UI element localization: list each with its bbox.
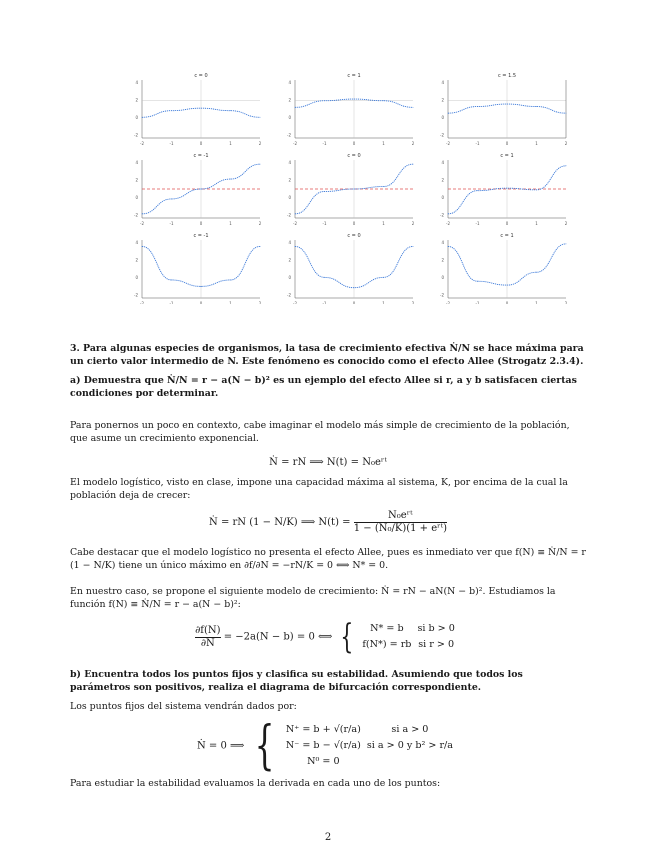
equation-fixed-cases	[284, 721, 459, 771]
equation-derivative-cases	[360, 620, 461, 654]
y-tick-label: 2	[135, 97, 138, 103]
bifurcation-figure	[130, 68, 570, 304]
y-tick-label: 4	[441, 80, 444, 85]
x-tick-label: -2	[140, 141, 144, 146]
panel-title: c = 1	[500, 233, 514, 239]
y-tick-label: 0	[288, 115, 291, 121]
fixed-condition-1: si a > 0	[391, 724, 429, 735]
x-tick-label: -1	[322, 221, 327, 226]
x-tick-label: -2	[446, 141, 450, 146]
y-tick-label: 4	[135, 80, 138, 85]
data-point	[413, 246, 414, 247]
x-tick-label: -2	[446, 301, 450, 304]
x-tick-label: 0	[199, 301, 203, 304]
data-point	[383, 100, 384, 101]
data-point	[448, 113, 449, 114]
y-tick-label: -2	[440, 212, 444, 218]
x-tick-label: -1	[322, 141, 327, 146]
data-point	[354, 99, 355, 100]
data-point	[507, 188, 508, 189]
data-point	[171, 110, 172, 111]
x-tick-label: -1	[475, 141, 480, 146]
y-tick-label: 0	[288, 195, 291, 201]
y-tick-label: -2	[440, 292, 444, 298]
data-point	[230, 110, 231, 111]
data-point	[477, 281, 478, 282]
paragraph-no-allee: Cabe destacar que el modelo logístico no presenta el efecto Allee, pues es inmediato ver que f(N) ≡ Ṅ/N = r (1 − N/K) tiene un único máximo en ∂f/∂N = −rN/K = 0 ⟺ N* = 0.	[70, 547, 586, 571]
x-tick-label: 0	[352, 221, 356, 226]
data-point	[354, 287, 355, 288]
y-tick-label: 2	[288, 97, 291, 103]
x-tick-label: 0	[352, 301, 356, 304]
equation-derivative	[70, 617, 586, 657]
paragraph-fixed-points: Los puntos fijos del sistema vendrán dados por:	[70, 701, 297, 712]
data-point	[507, 104, 508, 105]
x-tick-label: -1	[169, 141, 174, 146]
y-tick-label: 2	[441, 257, 444, 263]
x-tick-label: 2	[411, 301, 415, 304]
x-tick-label: 1	[382, 301, 385, 304]
data-point	[142, 117, 143, 118]
x-tick-label: 0	[505, 301, 509, 304]
data-point	[324, 191, 325, 192]
paragraph-stability: Para estudiar la estabilidad evaluamos la derivada en cada uno de los puntos:	[70, 778, 441, 789]
data-point	[171, 199, 172, 200]
equation-derivative-middle: = −2a(N − b) = 0 ⟺	[223, 631, 333, 643]
paragraph-model: En nuestro caso, se propone el siguiente modelo de crecimiento: Ṅ = rN − aN(N − b)². Estudiamos la función f(N) ≡ Ṅ/N = r − a(N − b)²:	[70, 586, 556, 610]
x-tick-label: 2	[564, 141, 568, 146]
data-point	[201, 286, 202, 287]
data-point	[536, 189, 537, 190]
fixed-case-3: N⁰ = 0	[307, 756, 340, 767]
y-tick-label: -2	[287, 212, 291, 218]
data-point	[383, 186, 384, 187]
left-brace-fixed: {	[254, 716, 275, 776]
x-tick-label: 1	[229, 301, 232, 304]
case-2: f(N*) = rb	[362, 639, 412, 650]
x-tick-label: 2	[258, 141, 262, 146]
x-tick-label: -1	[169, 301, 174, 304]
y-tick-label: -2	[134, 212, 138, 218]
x-tick-label: 1	[535, 141, 538, 146]
data-point	[477, 106, 478, 107]
x-tick-label: 0	[199, 221, 203, 226]
data-point	[566, 165, 567, 166]
left-brace: {	[339, 617, 353, 657]
y-tick-label: 2	[441, 97, 444, 103]
figure-grid-svg	[130, 68, 570, 304]
data-point	[171, 280, 172, 281]
x-tick-label: 1	[382, 141, 385, 146]
y-tick-label: 0	[288, 275, 291, 281]
equation-derivative-denominator: ∂N	[195, 637, 220, 650]
x-tick-label: 1	[229, 141, 232, 146]
data-point	[566, 243, 567, 244]
y-tick-label: 0	[135, 275, 138, 281]
x-tick-label: -2	[140, 221, 144, 226]
y-tick-label: 4	[135, 240, 138, 245]
panel-title: c = 1.5	[497, 73, 517, 79]
data-point	[413, 164, 414, 165]
equation-logistic-numerator: N₀eʳᵗ	[388, 510, 413, 521]
panel-title: c = 0	[194, 73, 208, 79]
y-tick-label: 4	[441, 240, 444, 245]
data-point	[536, 106, 537, 107]
x-tick-label: 0	[505, 141, 509, 146]
y-tick-label: 2	[135, 257, 138, 263]
data-point	[507, 285, 508, 286]
data-point	[260, 117, 261, 118]
panel-title: c = -1	[193, 233, 209, 239]
y-tick-label: 4	[288, 80, 291, 85]
data-point	[230, 179, 231, 180]
x-tick-label: 2	[564, 301, 568, 304]
fixed-condition-2: si a > 0 y b² > r/a	[366, 740, 454, 751]
data-point	[413, 107, 414, 108]
data-point	[448, 246, 449, 247]
data-point	[477, 190, 478, 191]
data-point	[201, 189, 202, 190]
y-tick-label: 4	[441, 160, 444, 165]
data-point	[260, 164, 261, 165]
data-point	[201, 108, 202, 109]
data-point	[295, 213, 296, 214]
x-tick-label: 1	[535, 221, 538, 226]
x-tick-label: 2	[564, 221, 568, 226]
x-tick-label: -1	[322, 301, 327, 304]
equation-derivative-numerator: ∂f(N)	[195, 624, 221, 636]
condition-1: si b > 0	[417, 623, 455, 634]
y-tick-label: 0	[135, 195, 138, 201]
x-tick-label: -1	[169, 221, 174, 226]
equation-logistic-fraction	[354, 510, 447, 535]
y-tick-label: 4	[135, 160, 138, 165]
panel-title: c = 1	[500, 153, 514, 159]
part-a-statement: a) Demuestra que Ṅ/N = r − a(N − b)² es un ejemplo del efecto Allee si r, a y b satisfacen ciertas condiciones por determinar.	[70, 375, 577, 399]
y-tick-label: 4	[288, 240, 291, 245]
x-tick-label: -2	[293, 221, 297, 226]
fixed-case-2: N⁻ = b − √(r/a)	[285, 740, 361, 751]
y-tick-label: 4	[288, 160, 291, 165]
y-tick-label: -2	[440, 132, 444, 138]
x-tick-label: 0	[505, 221, 509, 226]
y-tick-label: -2	[134, 132, 138, 138]
y-tick-label: -2	[134, 292, 138, 298]
page-number: 2	[324, 832, 332, 843]
y-tick-label: 0	[441, 195, 444, 201]
data-point	[295, 246, 296, 247]
x-tick-label: 2	[258, 301, 262, 304]
equation-fixed-points	[70, 716, 586, 776]
x-tick-label: 1	[535, 301, 538, 304]
equation-logistic	[70, 510, 586, 535]
x-tick-label: 0	[352, 141, 356, 146]
equation-derivative-fraction	[195, 625, 220, 650]
x-tick-label: 0	[199, 141, 203, 146]
x-tick-label: 2	[411, 141, 415, 146]
paragraph-exponential: Para ponernos un poco en contexto, cabe imaginar el modelo más simple de crecimiento de la población, que asume un crecimiento exponencial.	[70, 420, 570, 444]
x-tick-label: 1	[229, 221, 232, 226]
data-point	[536, 272, 537, 273]
x-tick-label: -1	[475, 301, 480, 304]
y-tick-label: 0	[135, 115, 138, 121]
data-point	[383, 277, 384, 278]
equation-exponential: Ṅ = rN ⟹ N(t) = N₀eʳᵗ	[269, 457, 387, 468]
data-point	[142, 213, 143, 214]
x-tick-label: 2	[411, 221, 415, 226]
data-point	[566, 113, 567, 114]
x-tick-label: -2	[293, 301, 297, 304]
panel-title: c = -1	[193, 153, 209, 159]
x-tick-label: -1	[475, 221, 480, 226]
x-tick-label: -2	[446, 221, 450, 226]
paragraph-logistic: El modelo logístico, visto en clase, impone una capacidad máxima al sistema, K, por encima de la cual la población deja de crecer:	[70, 477, 568, 501]
part-b-statement: b) Encuentra todos los puntos fijos y clasifica su estabilidad. Asumiendo que todos los parámetros son positivos, realiza el diagrama de bifurcación correspondiente.	[70, 669, 523, 693]
section-3-intro: 3. Para algunas especies de organismos, la tasa de crecimiento efectiva Ṅ/N se hace máxima para un cierto valor intermedio de N. Este fenómeno es conocido como el efecto Allee (Strogatz 2.3.4).	[70, 343, 584, 367]
x-tick-label: 2	[258, 221, 262, 226]
data-point	[324, 100, 325, 101]
y-tick-label: 0	[441, 115, 444, 121]
equation-fixed-left: Ṅ = 0 ⟹	[196, 740, 245, 752]
fixed-case-1: N⁺ = b + √(r/a)	[285, 724, 361, 735]
x-tick-label: -2	[140, 301, 144, 304]
data-point	[230, 280, 231, 281]
data-point	[448, 213, 449, 214]
data-point	[142, 246, 143, 247]
y-tick-label: 2	[288, 257, 291, 263]
equation-logistic-left: Ṅ = rN (1 − N/K) ⟹ N(t) =	[209, 517, 351, 528]
equation-logistic-denominator: 1 − (N₀/K)(1 + eʳᵗ)	[353, 523, 447, 534]
x-tick-label: 1	[382, 221, 385, 226]
panel-title: c = 0	[347, 233, 361, 239]
y-tick-label: 2	[441, 177, 444, 183]
y-tick-label: 2	[135, 177, 138, 183]
data-point	[295, 107, 296, 108]
data-point	[324, 277, 325, 278]
panel-title: c = 0	[347, 153, 361, 159]
y-tick-label: -2	[287, 132, 291, 138]
data-point	[260, 246, 261, 247]
condition-2: si r > 0	[418, 639, 455, 650]
y-tick-label: 2	[288, 177, 291, 183]
y-tick-label: 0	[441, 275, 444, 281]
x-tick-label: -2	[293, 141, 297, 146]
y-tick-label: -2	[287, 292, 291, 298]
panel-title: c = 1	[347, 73, 361, 79]
case-1: N* = b	[370, 623, 404, 634]
data-point	[354, 189, 355, 190]
